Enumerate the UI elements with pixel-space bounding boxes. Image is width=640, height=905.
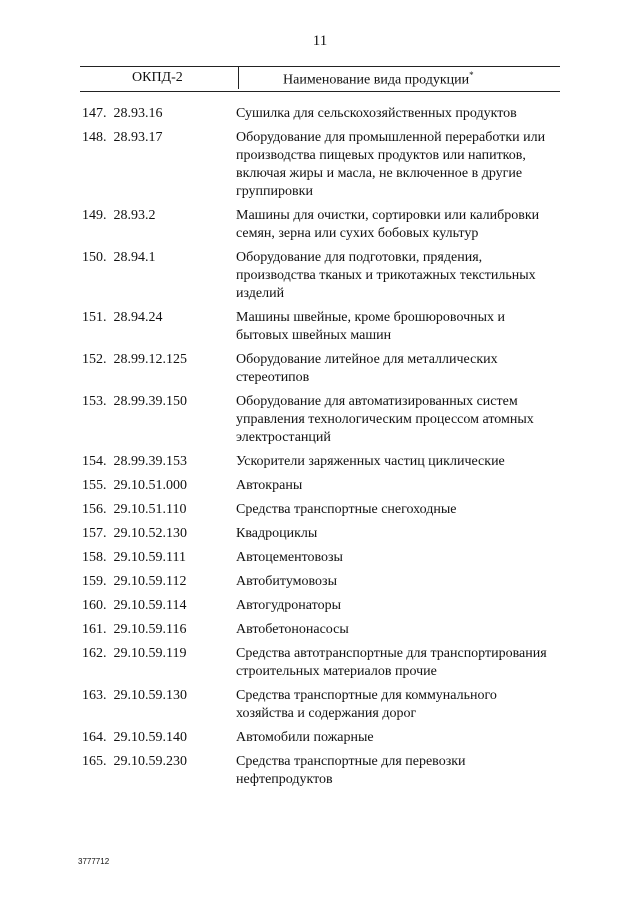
row-number: 157. — [82, 526, 107, 541]
table-row — [82, 249, 567, 303]
row-code — [82, 549, 236, 567]
row-code — [82, 309, 236, 345]
product-name: Ускорители заряженных частиц циклические — [236, 454, 505, 469]
product-name: Оборудование литейное для металлических стереотипов — [236, 352, 498, 385]
okpd-code: 29.10.59.230 — [113, 754, 187, 769]
table-row — [82, 687, 567, 723]
header-name-label: Наименование вида продукции — [283, 72, 470, 88]
row-number: 152. — [82, 352, 107, 367]
okpd-code: 28.99.39.153 — [113, 454, 187, 469]
row-code — [82, 687, 236, 723]
product-name: Автобитумовозы — [236, 574, 337, 589]
table-row — [82, 207, 567, 243]
row-code — [82, 477, 236, 495]
table-row — [82, 393, 567, 447]
product-name: Квадроциклы — [236, 526, 318, 541]
okpd-code: 29.10.59.119 — [113, 646, 187, 661]
footnote-mark: * — [469, 70, 474, 80]
row-number: 154. — [82, 454, 107, 469]
row-number: 147. — [82, 106, 107, 121]
row-code — [82, 351, 236, 387]
table-row — [82, 309, 567, 345]
product-name: Средства транспортные для перевозки нефтепродуктов — [236, 754, 466, 787]
product-name: Средства транспортные снегоходные — [236, 502, 457, 517]
table-header — [80, 66, 560, 92]
row-number: 165. — [82, 754, 107, 769]
row-code — [82, 501, 236, 519]
row-number: 148. — [82, 130, 107, 145]
product-name: Оборудование для промышленной переработки или производства пищевых продуктов или напитков, включая жиры и масла, не включенное в другие группировки — [236, 130, 546, 199]
row-number: 163. — [82, 688, 107, 703]
row-code — [82, 249, 236, 303]
product-name: Машины для очистки, сортировки или калибровки семян, зерна или сухих бобовых культур — [236, 208, 540, 241]
okpd-code: 29.10.51.110 — [113, 502, 187, 517]
row-code — [82, 645, 236, 681]
okpd-code: 28.99.12.125 — [113, 352, 187, 367]
table-row — [82, 453, 567, 471]
row-code — [82, 729, 236, 747]
product-name: Автокраны — [236, 478, 303, 493]
row-code — [82, 753, 236, 789]
row-number: 161. — [82, 622, 107, 637]
product-name: Автобетононасосы — [236, 622, 349, 637]
okpd-code: 29.10.51.000 — [113, 478, 187, 493]
product-name: Машины швейные, кроме брошюровочных и бытовых швейных машин — [236, 310, 506, 343]
product-name: Автомобили пожарные — [236, 730, 374, 745]
table-row — [82, 729, 567, 747]
product-name: Сушилка для сельскохозяйственных продуктов — [236, 106, 517, 121]
okpd-code: 29.10.59.111 — [113, 550, 186, 565]
row-code — [82, 207, 236, 243]
table-row — [82, 645, 567, 681]
table-row — [82, 351, 567, 387]
row-number: 156. — [82, 502, 107, 517]
row-code — [82, 393, 236, 447]
table-row — [82, 597, 567, 615]
product-name: Автоцементовозы — [236, 550, 343, 565]
table-row — [82, 129, 567, 201]
okpd-code: 29.10.59.114 — [113, 598, 187, 613]
product-name: Оборудование для автоматизированных систем управления технологическим процессом атомных электростанций — [236, 394, 534, 445]
product-name: Оборудование для подготовки, прядения, производства тканых и трикотажных текстильных изделий — [236, 250, 536, 301]
row-code — [82, 621, 236, 639]
table-row — [82, 477, 567, 495]
table-row — [82, 573, 567, 591]
row-number: 164. — [82, 730, 107, 745]
table-row — [82, 753, 567, 789]
table-row — [82, 501, 567, 519]
page-number: 11 — [312, 33, 328, 49]
row-code — [82, 129, 236, 201]
okpd-code: 28.94.24 — [113, 310, 163, 325]
row-code — [82, 597, 236, 615]
okpd-code: 29.10.59.140 — [113, 730, 187, 745]
header-code-label: ОКПД-2 — [132, 70, 183, 85]
okpd-code: 29.10.59.112 — [113, 574, 187, 589]
okpd-code: 28.93.16 — [113, 106, 163, 121]
table-row — [82, 105, 567, 123]
row-code — [82, 573, 236, 591]
row-number: 159. — [82, 574, 107, 589]
row-number: 162. — [82, 646, 107, 661]
product-table — [82, 105, 567, 795]
header-divider — [238, 67, 239, 89]
okpd-code: 29.10.52.130 — [113, 526, 187, 541]
okpd-code: 29.10.59.130 — [113, 688, 187, 703]
okpd-code: 28.99.39.150 — [113, 394, 187, 409]
row-number: 149. — [82, 208, 107, 223]
row-number: 158. — [82, 550, 107, 565]
row-code — [82, 453, 236, 471]
row-code — [82, 105, 236, 123]
okpd-code: 28.93.2 — [113, 208, 156, 223]
okpd-code: 28.94.1 — [113, 250, 156, 265]
product-name: Средства автотранспортные для транспортирования строительных материалов прочие — [236, 646, 547, 679]
row-code — [82, 525, 236, 543]
row-number: 155. — [82, 478, 107, 493]
table-row — [82, 621, 567, 639]
okpd-code: 28.93.17 — [113, 130, 163, 145]
table-row — [82, 525, 567, 543]
header-name-wrap — [283, 70, 474, 89]
row-number: 150. — [82, 250, 107, 265]
row-number: 160. — [82, 598, 107, 613]
product-name: Автогудронаторы — [236, 598, 341, 613]
document-code: 3777712 — [78, 857, 110, 866]
table-row — [82, 549, 567, 567]
row-number: 151. — [82, 310, 107, 325]
row-number: 153. — [82, 394, 107, 409]
okpd-code: 29.10.59.116 — [113, 622, 187, 637]
product-name: Средства транспортные для коммунального хозяйства и содержания дорог — [236, 688, 497, 721]
